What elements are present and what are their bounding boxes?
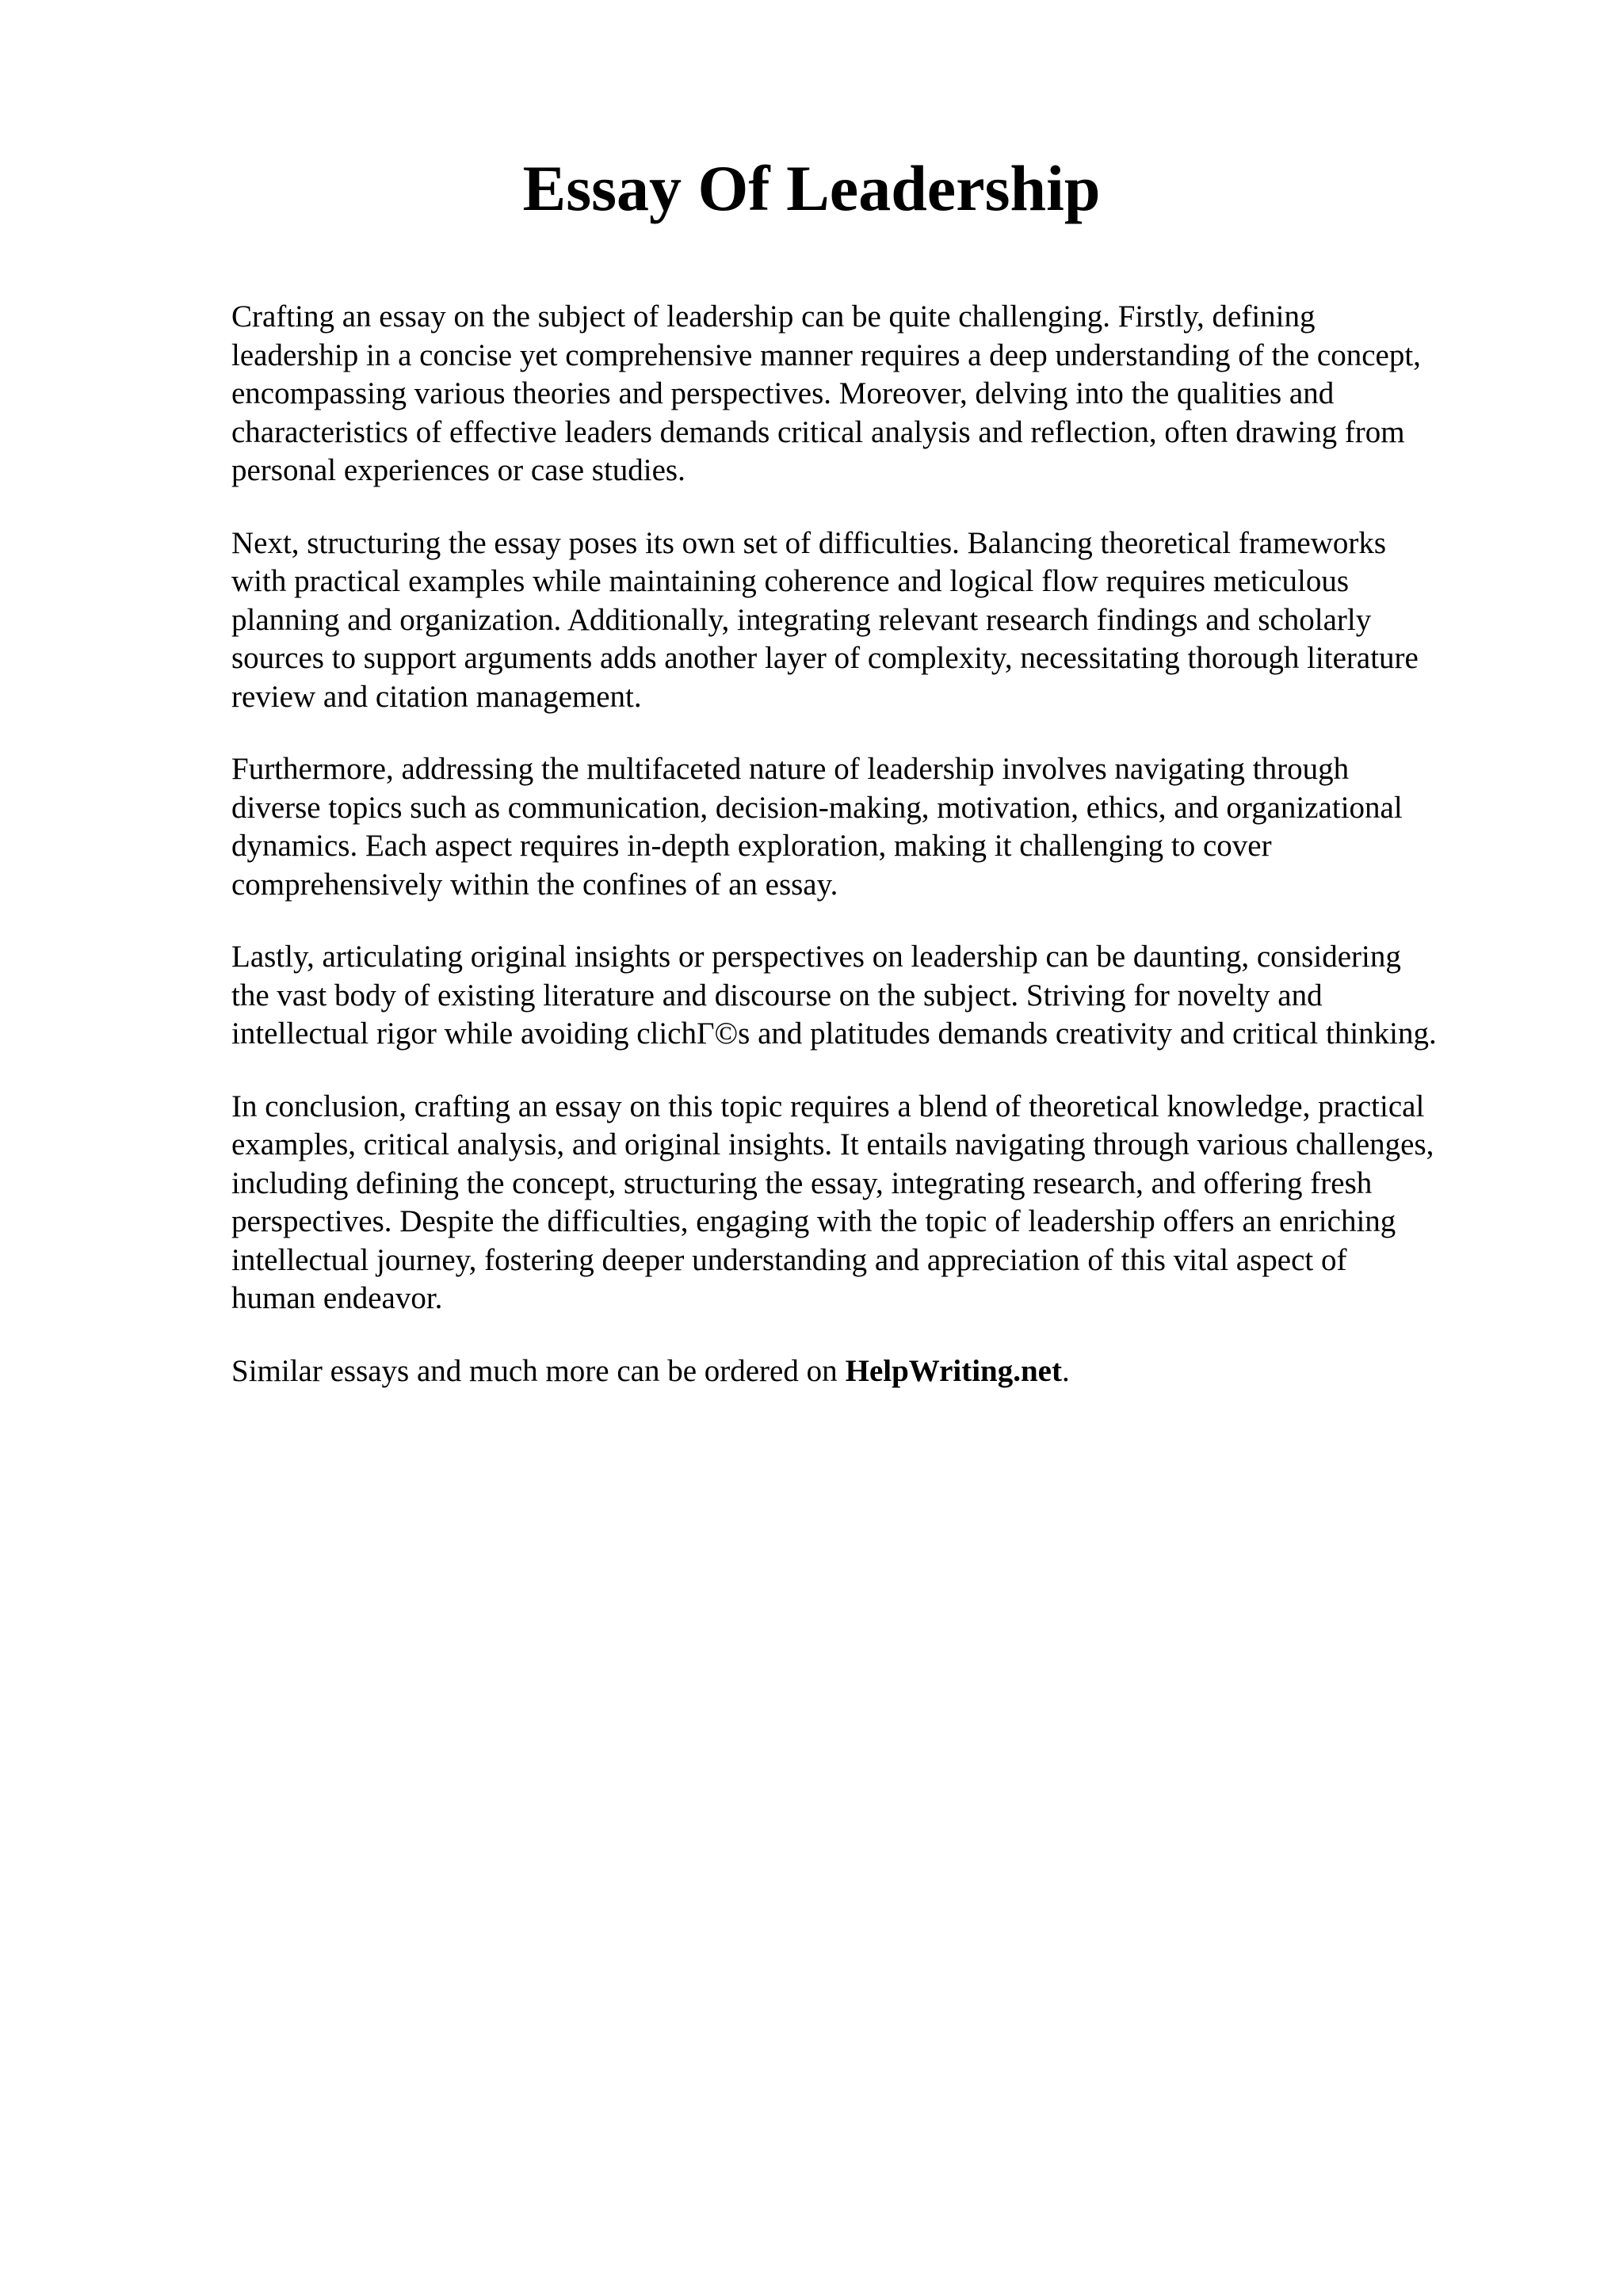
paragraph-4: [231, 938, 1515, 1054]
paragraph-line: personal experiences or case studies.: [231, 453, 685, 487]
paragraph-line: Lastly, articulating original insights or perspectives on leadership can be daunting, considering: [231, 940, 1401, 974]
footer-suffix: .: [1061, 1353, 1070, 1388]
footer-note: [231, 1352, 1515, 1391]
helpwriting-link[interactable]: HelpWriting.net: [845, 1353, 1062, 1388]
paragraph-1: [231, 298, 1515, 490]
paragraph-line: examples, critical analysis, and original insights. It entails navigating through various challenges,: [231, 1127, 1434, 1161]
footer-text: Similar essays and much more can be ordered on: [231, 1353, 838, 1388]
paragraph-line: characteristics of effective leaders demands critical analysis and reflection, often drawing from: [231, 414, 1405, 449]
paragraph-3: [231, 750, 1515, 904]
paragraph-line: including defining the concept, structuring the essay, integrating research, and offering fresh: [231, 1165, 1373, 1200]
paragraph-line: sources to support arguments adds another layer of complexity, necessitating thorough literature: [231, 641, 1419, 675]
paragraph-2: [231, 524, 1515, 717]
paragraph-line: intellectual rigor while avoiding clichΓ©s and platitudes demands creativity and critical thinking.: [231, 1016, 1437, 1051]
paragraph-line: intellectual journey, fostering deeper understanding and appreciation of this vital aspect of: [231, 1242, 1347, 1277]
paragraph-line: the vast body of existing literature and discourse on the subject. Striving for novelty and: [231, 978, 1323, 1013]
paragraph-line: Crafting an essay on the subject of leadership can be quite challenging. Firstly, defining: [231, 299, 1316, 334]
paragraph-line: with practical examples while maintaining coherence and logical flow requires meticulous: [231, 564, 1349, 598]
page-title: Essay Of Leadership: [522, 152, 1101, 224]
paragraph-line: In conclusion, crafting an essay on this topic requires a blend of theoretical knowledge, practical: [231, 1089, 1425, 1123]
paragraph-line: Furthermore, addressing the multifaceted nature of leadership involves navigating through: [231, 752, 1350, 786]
paragraph-line: diverse topics such as communication, decision-making, motivation, ethics, and organizational: [231, 790, 1403, 825]
paragraph-line: human endeavor.: [231, 1281, 443, 1315]
paragraph-line: planning and organization. Additionally, integrating relevant research findings and scholarly: [231, 602, 1372, 637]
paragraph-line: leadership in a concise yet comprehensive manner requires a deep understanding of the concept,: [231, 338, 1421, 372]
paragraph-line: encompassing various theories and perspectives. Moreover, delving into the qualities and: [231, 376, 1335, 410]
paragraph-line: comprehensively within the confines of an essay.: [231, 867, 838, 902]
paragraph-line: Next, structuring the essay poses its own set of difficulties. Balancing theoretical frameworks: [231, 525, 1387, 560]
essay-body: [231, 298, 1515, 1390]
paragraph-5: [231, 1088, 1515, 1318]
paragraph-line: review and citation management.: [231, 679, 642, 714]
paragraph-line: dynamics. Each aspect requires in-depth exploration, making it challenging to cover: [231, 829, 1272, 863]
paragraph-line: perspectives. Despite the difficulties, engaging with the topic of leadership offers an enriching: [231, 1204, 1396, 1238]
